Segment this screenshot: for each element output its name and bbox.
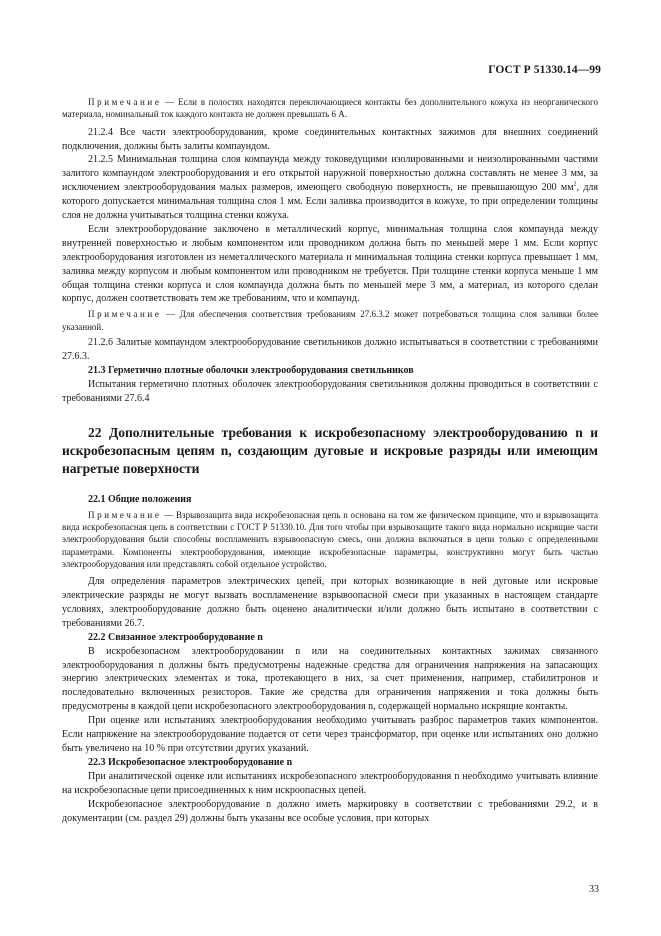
- paragraph-21-2-4: 21.2.4 Все части электрооборудования, кроме соединительных контактных зажимов для внешних соединений подключения, должны быть залиты компаундом.: [62, 126, 598, 152]
- section-heading-22: 22 Дополнительные требования к искробезопасному электрооборудованию n и искробезопасным цепям n, создающим дуговые и искровые разряды или имеющим нагретые поверхности: [62, 424, 598, 477]
- page-body: [62, 96, 598, 825]
- note-label: Примечание: [88, 509, 162, 520]
- subsection-heading-22-3: 22.3 Искробезопасное электрооборудование n: [88, 756, 293, 768]
- paragraph-associated-equipment: В искробезопасном электрооборудовании n или на соединительных контактных зажимах связанного электрооборудования n должны быть предусмотрены надежные средства для ограничения напряжения на запасающих энергию электрических элементах и тока, протекающего в них, за счет применения, например, стабилитронов и последовательно включенных резисторов. Такие же средства для ограничения напряжения и тока должны быть предусмотрены в каждой цепи искробезопасного электрооборудования n, содержащей нормально искрящие контакты.: [62, 645, 598, 713]
- paragraph-21-2-6: 21.2.6 Залитые компаундом электрооборудование светильников должно испытываться в соответствии с требованиями 27.6.3.: [62, 336, 598, 362]
- paragraph-parameters: Для определения параметров электрических цепей, при которых возникающие в ней дуговые или искровые электрические разряды не могут вызвать воспламенение взрывоопасной смеси при указанных в настоящем стандарте условиях, электрооборудование должно быть оценено аналитически и/или должно быть испытано в соответствии с требованиями 26.7.: [62, 576, 598, 629]
- subsection-heading-22-1: 22.1 Общие положения: [88, 493, 192, 505]
- superscript: 2: [573, 181, 577, 188]
- note-label: Примечание: [88, 97, 162, 107]
- subsection-heading-21-3: 21.3 Герметично плотные оболочки электрооборудования светильников: [88, 364, 414, 376]
- subsection-heading-22-2: 22.2 Связанное электрооборудование n: [88, 631, 263, 643]
- paragraph-text: 21.2.5 Минимальная толщина слоя компаунда между токоведущими изолированными и неизолированными частями залитого компаундом электрооборудования и его открытой наружной поверхностью должна составлять не менее 3 мм, за исключением электрооборудования малых размеров, имеющего свободную поверхность, не превышающую 200 мм: [62, 154, 598, 194]
- page-number: 33: [589, 884, 599, 895]
- note-text: — Если в полостях находятся переключающиеся контакты без дополнительного кожуха из неорганического материала, номинальный ток каждого контакта не должен превышать 6 А.: [62, 97, 598, 120]
- paragraph-marking: Искробезопасное электрооборудование n должно иметь маркировку в соответствии с требованиями 29.2, и в документации (см. раздел 29) должны быть указаны все особые условия, при которых: [62, 798, 598, 824]
- note-text: — Взрывозащита вида искробезопасная цепь n основана на том же физическом принципе, что и взрывозащита вида искробезопасная цепь в соответствии с ГОСТ Р 51330.10. Для того чтобы при взрывозащите такого вида нормально искрящие части электрооборудования были способны воспламенить взрывоопасную смесь, они должна включаться в цепи только с определенными параметрами. Компоненты электрооборудования, имеющие искробезопасные параметры, конструктивно могут быть частью электрооборудования или представлять собой отдельное устройство.: [62, 509, 599, 569]
- document-code: ГОСТ Р 51330.14—99: [488, 64, 601, 76]
- paragraph-21-2-5: [62, 153, 598, 223]
- note-label: Примечание: [88, 309, 162, 320]
- note-paragraph: [62, 308, 598, 333]
- paragraph-sealed-enclosures: Испытания герметично плотных оболочек электрооборудования светильников должны проводиться в соответствии с требованиями 27.6.4: [62, 378, 598, 404]
- note-paragraph: [62, 509, 598, 570]
- paragraph-text: , для которого допускается минимальная толщина слоя 1 мм. Если заливка производится в кожухе, то при определении толщины слоя не должна учитываться толщина стенки кожуха.: [62, 182, 598, 222]
- paragraph-metal-housing: Если электрооборудование заключено в металлический корпус, минимальная толщина слоя компаунда между внутренней поверхностью и любым компонентом или проводником должна быть по меньшей мере 1 мм. Если корпус электрооборудования изготовлен из неметаллического материала и минимальная толщина стенки корпуса превышает 1 мм, заливка между корпусом и любым компонентом или проводником не требуется. При толщине стенки корпуса меньше 1 мм общая толщина стенки корпуса и слоя компаунда должна быть по меньшей мере 3 мм, а материал, из которого сделан корпус, должен соответствовать тем же требованиям, что и компаунд.: [62, 223, 598, 305]
- paragraph-analytical-evaluation: При аналитической оценке или испытаниях искробезопасного электрооборудования n необходимо учитывать влияние на искробезопасные цепи присоединенных к ним искроопасных цепей.: [62, 770, 598, 796]
- note-paragraph: [62, 96, 598, 121]
- note-text: — Для обеспечения соответствия требованиям 27.6.3.2 может потребоваться толщина слоя заливки более указанной.: [62, 309, 599, 332]
- paragraph-tolerance: При оценке или испытаниях электрооборудования необходимо учитывать разброс параметров таких компонентов. Если напряжение на электрооборудование подается от сети через трансформатор, при оценке или испытаниях оно должно быть увеличено на 10 % при отсутствии других указаний.: [62, 715, 598, 754]
